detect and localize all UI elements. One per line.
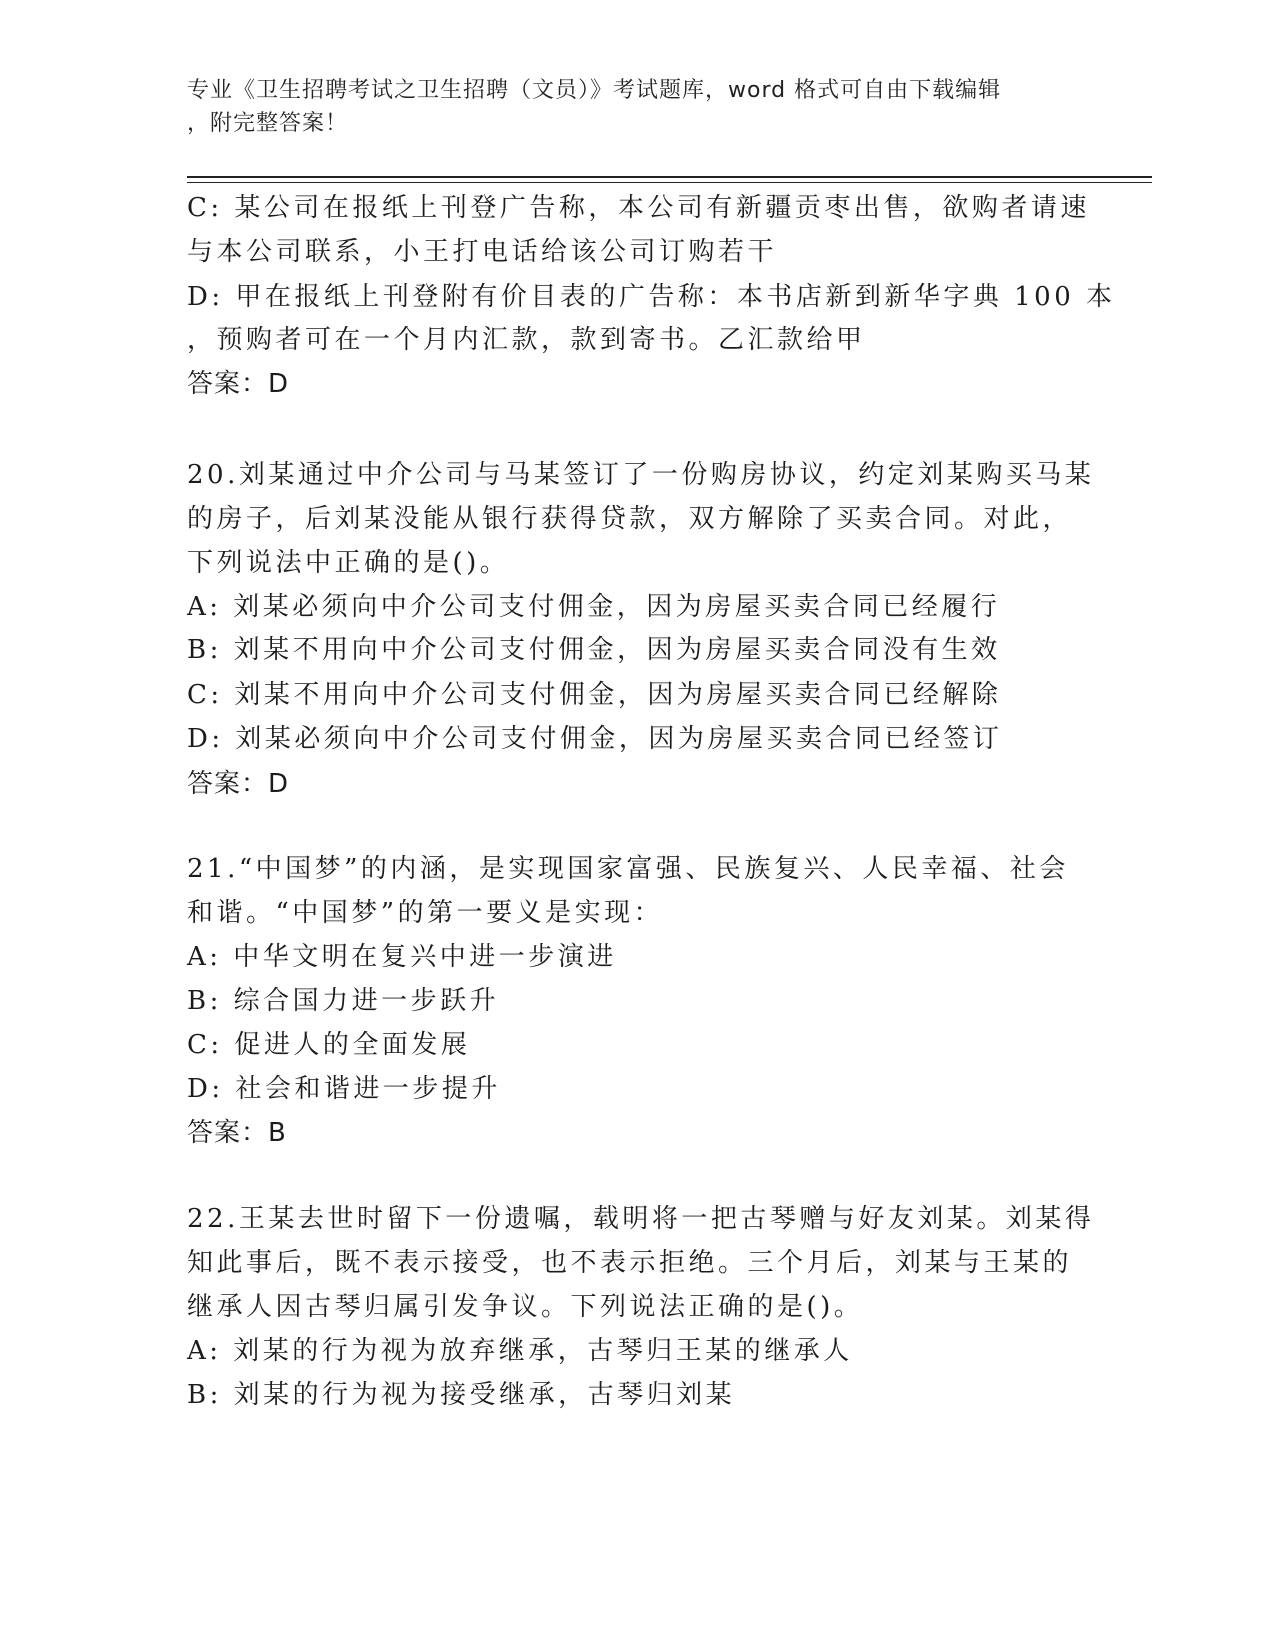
question-20-cont-1: 的房子，后刘某没能从银行获得贷款，双方解除了买卖合同。对此， bbox=[187, 504, 1073, 534]
option-c-q19: C: 某公司在报纸上刊登广告称，本公司有新疆贡枣出售，欲购者请速 bbox=[187, 193, 1090, 223]
option-a-q22: A: 刘某的行为视为放弃继承，古琴归王某的继承人 bbox=[187, 1336, 853, 1366]
option-b-q22: B: 刘某的行为视为接受继承，古琴归刘某 bbox=[187, 1380, 736, 1410]
answer-q21: 答案：B bbox=[187, 1118, 287, 1148]
option-c-q20: C: 刘某不用向中介公司支付佣金，因为房屋买卖合同已经解除 bbox=[187, 680, 1002, 710]
question-20-cont-2: 下列说法中正确的是()。 bbox=[187, 548, 510, 578]
question-21-cont: 和谐。“中国梦”的第一要义是实现： bbox=[187, 898, 664, 928]
option-b-q21: B: 综合国力进一步跃升 bbox=[187, 986, 500, 1016]
option-c-q21: C: 促进人的全面发展 bbox=[187, 1030, 471, 1060]
question-21: 21.“中国梦”的内涵，是实现国家富强、民族复兴、人民幸福、社会 bbox=[187, 854, 1069, 884]
header-title-line-continued: ，附完整答案！ bbox=[187, 111, 349, 136]
question-20: 20.刘某通过中介公司与马某签订了一份购房协议，约定刘某购买马某 bbox=[187, 460, 1095, 490]
option-b-q20: B: 刘某不用向中介公司支付佣金，因为房屋买卖合同没有生效 bbox=[187, 635, 1001, 665]
option-a-q20: A: 刘某必须向中介公司支付佣金，因为房屋买卖合同已经履行 bbox=[187, 592, 1001, 622]
option-d-q21: D: 社会和谐进一步提升 bbox=[187, 1074, 501, 1104]
option-d-q20: D: 刘某必须向中介公司支付佣金，因为房屋买卖合同已经签订 bbox=[187, 724, 1003, 754]
answer-q20: 答案：D bbox=[187, 769, 290, 799]
option-d-q19: D: 甲在报纸上刊登附有价目表的广告称：本书店新到新华字典 100 本 bbox=[187, 282, 1116, 312]
option-d-q19-cont: ，预购者可在一个月内汇款，款到寄书。乙汇款给甲 bbox=[187, 325, 866, 355]
header-title-line: 专业《卫生招聘考试之卫生招聘（文员）》考试题库，word 格式可自由下载编辑 bbox=[187, 78, 1002, 103]
option-c-q19-cont: 与本公司联系，小王打电话给该公司订购若干 bbox=[187, 237, 778, 267]
header-divider-thick bbox=[187, 176, 1152, 178]
question-22-cont-1: 知此事后，既不表示接受，也不表示拒绝。三个月后，刘某与王某的 bbox=[187, 1248, 1073, 1278]
question-22: 22.王某去世时留下一份遗嘱，载明将一把古琴赠与好友刘某。刘某得 bbox=[187, 1204, 1095, 1234]
answer-q19: 答案：D bbox=[187, 369, 290, 399]
option-a-q21: A: 中华文明在复兴中进一步演进 bbox=[187, 942, 617, 972]
header-divider-thin bbox=[187, 182, 1152, 183]
question-22-cont-2: 继承人因古琴归属引发争议。下列说法正确的是()。 bbox=[187, 1292, 864, 1322]
document-header bbox=[187, 74, 1067, 140]
